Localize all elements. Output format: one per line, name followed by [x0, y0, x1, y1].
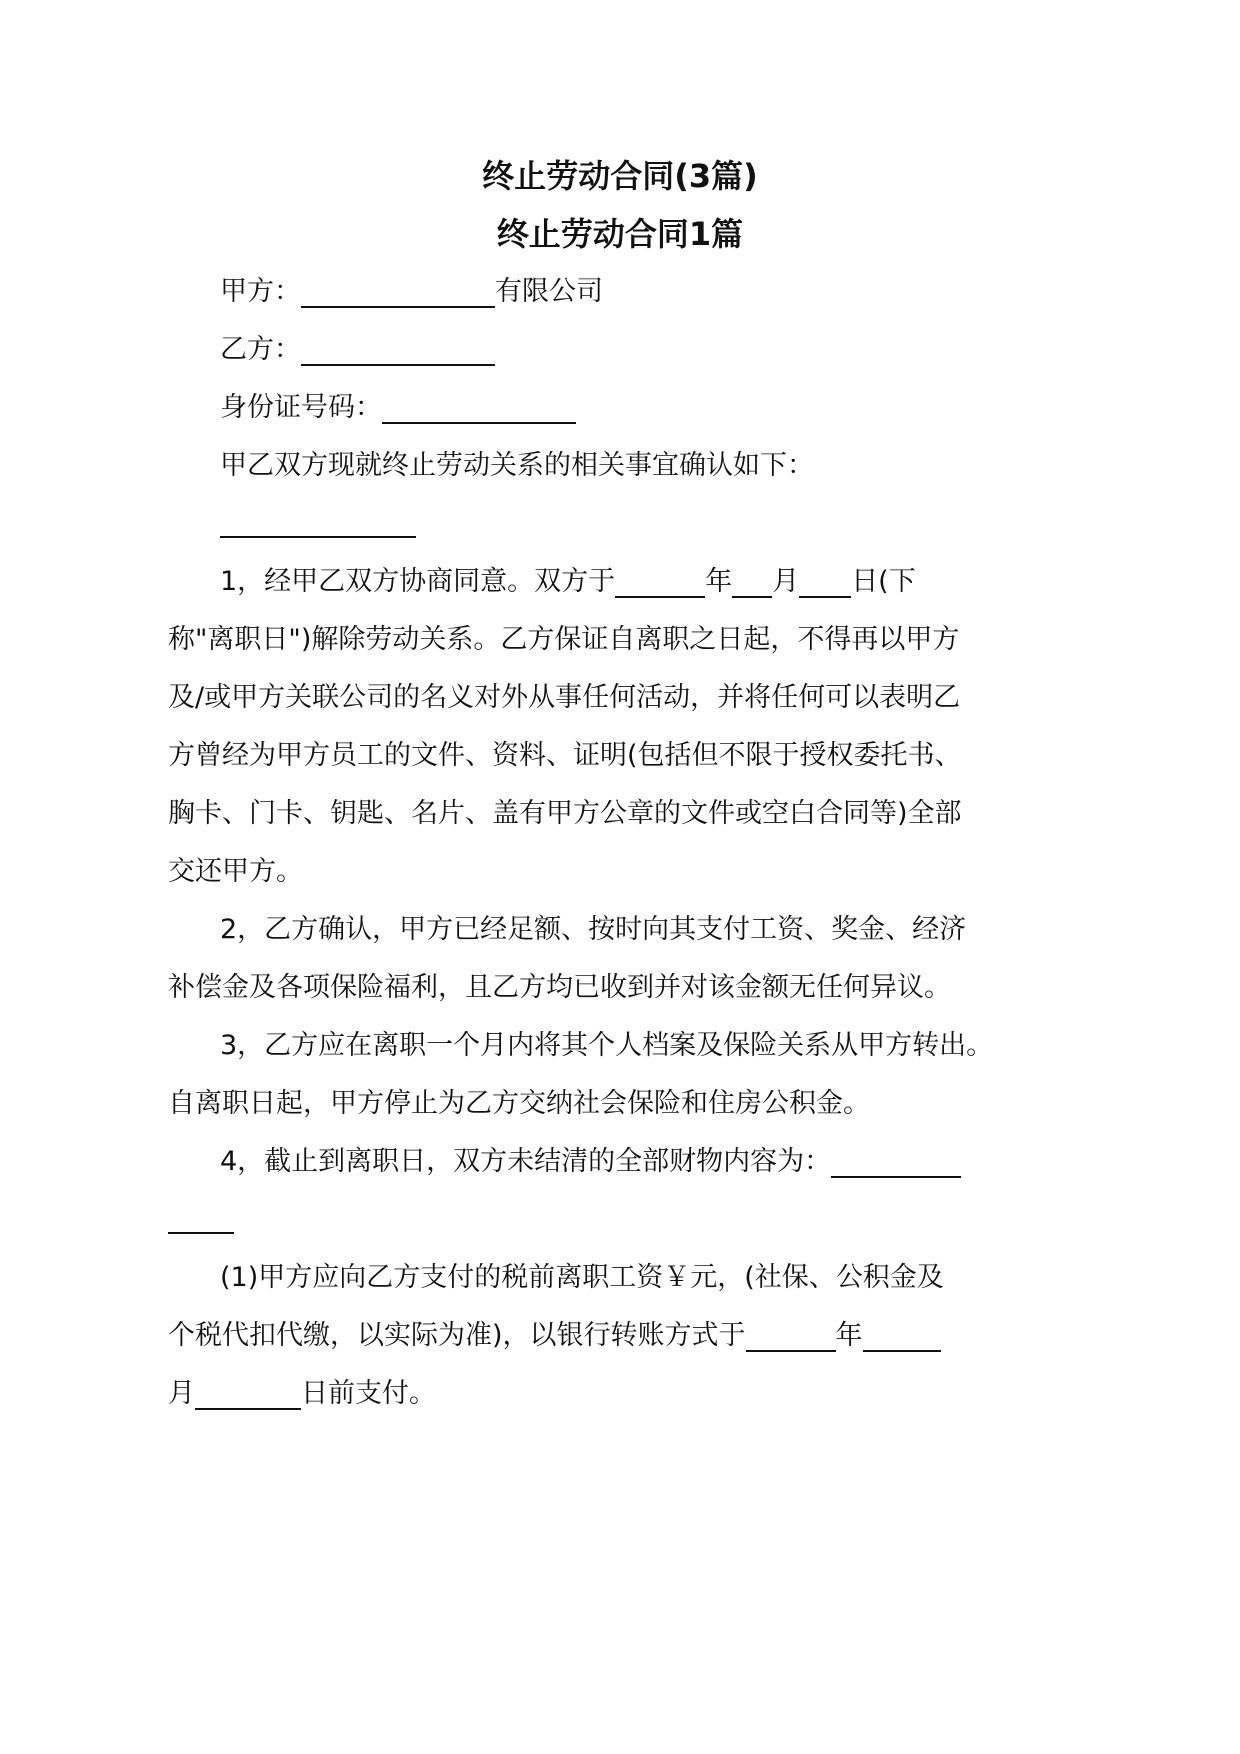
clause1-day-blank	[799, 566, 851, 598]
clause4-blank	[831, 1146, 961, 1178]
clause1-line5: 胸卡、门卡、钥匙、名片、盖有甲方公章的文件或空白合同等)全部	[168, 798, 962, 829]
clause2-line2: 补偿金及各项保险福利，且乙方均已收到并对该金额无任何异议。	[168, 972, 951, 1003]
id-number-blank	[382, 392, 576, 424]
item1-text: 个税代扣代缴，以实际为准)，以银行转账方式于	[168, 1320, 746, 1351]
item1-year-blank	[746, 1320, 836, 1352]
clause1-year-label: 年	[705, 566, 733, 597]
clause4-text: 4，截止到离职日，双方未结清的全部财物内容为：	[220, 1146, 832, 1177]
clause3-line1: 3，乙方应在离职一个月内将其个人档案及保险关系从甲方转出。	[220, 1030, 994, 1061]
party-b-line	[220, 330, 495, 370]
clause1-year-blank	[615, 566, 705, 598]
item1-month-blank	[863, 1320, 941, 1352]
document-subtitle: 终止劳动合同1篇	[496, 215, 744, 253]
party-a-suffix: 有限公司	[495, 276, 603, 307]
item1-line1: (1)甲方应向乙方支付的税前离职工资￥元，(社保、公积金及	[220, 1262, 944, 1293]
item1-day-blank	[195, 1378, 301, 1410]
clause4-line1	[220, 1142, 961, 1182]
clause1-line3: 及/或甲方关联公司的名义对外从事任何活动，并将任何可以表明乙	[168, 682, 961, 713]
item1-day-label: 日前支付。	[301, 1378, 436, 1409]
party-a-label: 甲方：	[220, 276, 301, 307]
clause1-line1	[220, 562, 916, 602]
clause1-text: 1，经甲乙双方协商同意。双方于	[220, 566, 616, 597]
clause1-line4: 方曾经为甲方员工的文件、资料、证明(包括但不限于授权委托书、	[168, 740, 962, 771]
item1-year-label: 年	[835, 1320, 863, 1351]
id-number-label: 身份证号码：	[220, 392, 382, 423]
clause1-line2: 称"离职日")解除劳动关系。乙方保证自离职之日起，不得再以甲方	[168, 624, 960, 655]
clause3-line2: 自离职日起，甲方停止为乙方交纳社会保险和住房公积金。	[168, 1088, 870, 1119]
party-a-blank	[301, 276, 495, 308]
party-b-label: 乙方：	[220, 334, 301, 365]
party-b-blank	[301, 334, 495, 366]
item1-line2	[168, 1316, 941, 1356]
intro-blank	[220, 534, 416, 538]
clause1-month-blank	[732, 566, 772, 598]
document-title: 终止劳动合同(3篇)	[482, 157, 758, 195]
clause1-day-label: 日(下	[851, 566, 916, 597]
clause4-blank-continued	[168, 1230, 234, 1234]
id-number-line	[220, 388, 576, 428]
intro-line: 甲乙双方现就终止劳动关系的相关事宜确认如下：	[220, 450, 814, 481]
item1-month-label: 月	[168, 1378, 195, 1409]
clause2-line1: 2，乙方确认，甲方已经足额、按时向其支付工资、奖金、经济	[220, 914, 967, 945]
party-a-line	[220, 272, 603, 312]
item1-line3	[168, 1374, 436, 1414]
clause1-month-label: 月	[772, 566, 800, 597]
clause1-line6: 交还甲方。	[168, 856, 303, 887]
